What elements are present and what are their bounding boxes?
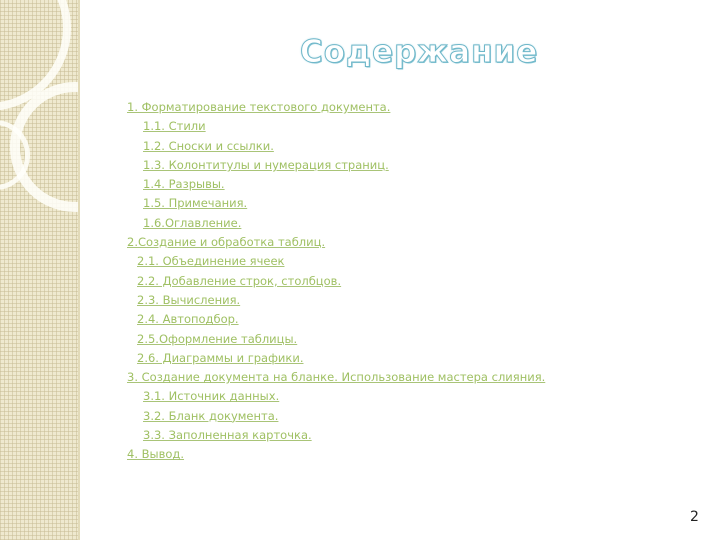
toc-item: [127, 154, 545, 173]
toc-item: [127, 385, 545, 404]
toc-link[interactable]: 3.2. Бланк документа.: [143, 408, 279, 423]
toc-link[interactable]: 2.2. Добавление строк, столбцов.: [137, 273, 342, 288]
toc-link[interactable]: 2.5.Оформление таблицы.: [137, 331, 298, 346]
toc-item: [127, 212, 545, 231]
toc-link[interactable]: 2.3. Вычисления.: [137, 292, 241, 307]
toc-link[interactable]: 2.1. Объединение ячеек: [137, 254, 285, 269]
toc-link[interactable]: 1. Форматирование текстового документа.: [127, 100, 391, 114]
toc-item: [127, 289, 545, 308]
toc-link[interactable]: 1.1. Стили: [143, 119, 206, 134]
table-of-contents: [127, 96, 545, 463]
toc-item: [127, 405, 545, 424]
toc-item: [127, 173, 545, 192]
toc-link[interactable]: 3. Создание документа на бланке. Использование мастера слияния.: [127, 370, 546, 385]
page-number: 2: [690, 509, 699, 525]
toc-item: [127, 192, 545, 211]
toc-link[interactable]: 2.Создание и обработка таблиц.: [127, 235, 326, 250]
toc-item: [127, 115, 545, 134]
slide-title: Содержание: [300, 34, 539, 70]
toc-item: [127, 308, 545, 327]
toc-link[interactable]: 2.6. Диаграммы и графики.: [137, 350, 304, 365]
toc-link[interactable]: 3.1. Источник данных.: [143, 389, 280, 404]
toc-link[interactable]: 3.3. Заполненная карточка.: [143, 428, 312, 443]
toc-link[interactable]: 1.2. Сноски и ссылки.: [143, 138, 274, 153]
toc-item: [127, 443, 545, 462]
toc-item: [127, 231, 545, 250]
toc-link[interactable]: 1.5. Примечания.: [143, 196, 248, 211]
toc-item: [127, 424, 545, 443]
toc-link[interactable]: 1.4. Разрывы.: [143, 177, 225, 192]
toc-link[interactable]: 2.4. Автоподбор.: [137, 312, 239, 327]
toc-link[interactable]: 1.6.Оглавление.: [143, 215, 242, 230]
toc-item: [127, 96, 545, 115]
decorative-sidebar: [0, 0, 79, 540]
toc-item: [127, 135, 545, 154]
toc-item: [127, 347, 545, 366]
toc-link[interactable]: 1.3. Колонтитулы и нумерация страниц.: [143, 157, 389, 172]
toc-item: [127, 250, 545, 269]
toc-item: [127, 328, 545, 347]
toc-link[interactable]: 4. Вывод.: [127, 447, 185, 462]
toc-item: [127, 366, 545, 385]
toc-item: [127, 270, 545, 289]
sidebar-divider: [78, 0, 80, 540]
